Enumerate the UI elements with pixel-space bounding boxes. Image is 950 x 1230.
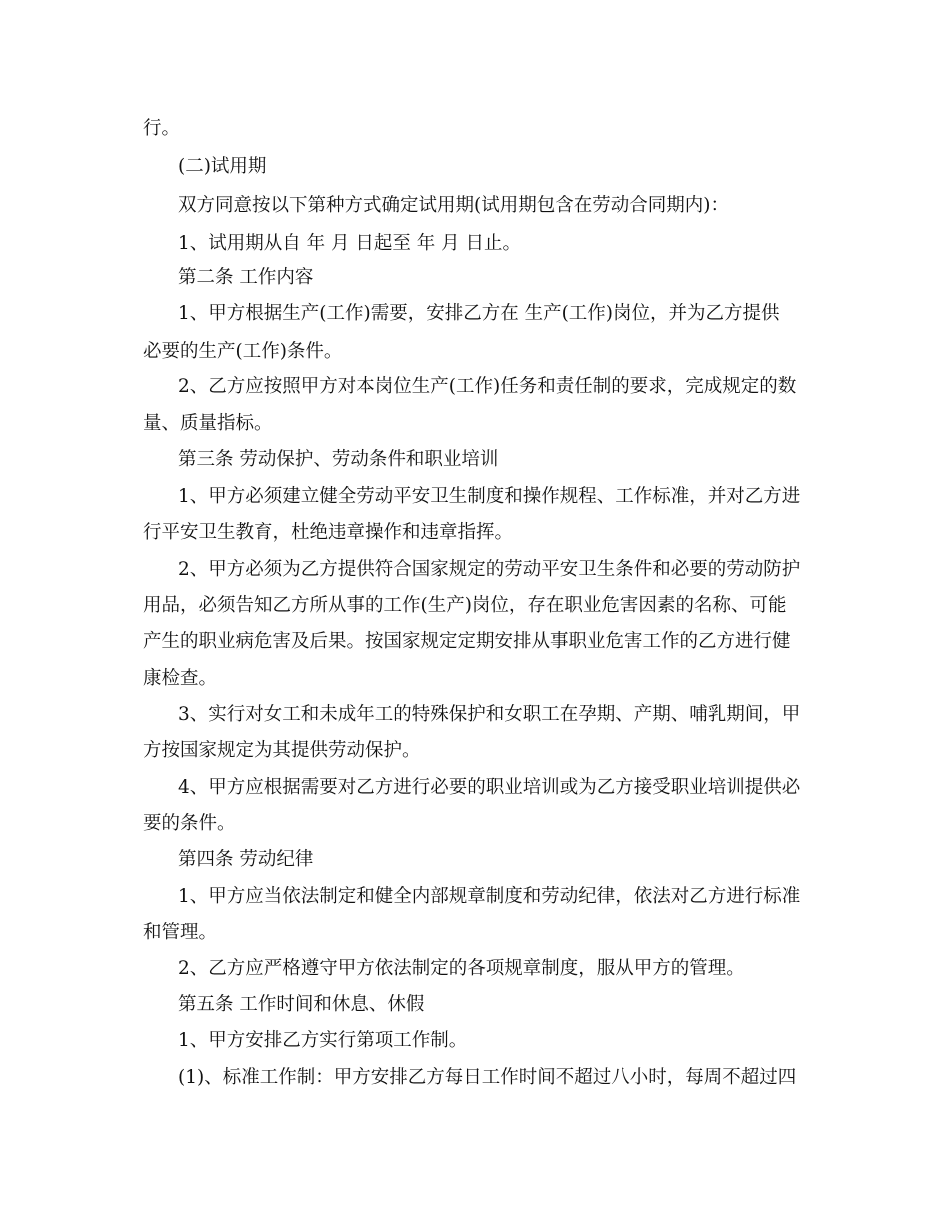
text-line: 1、甲方根据生产(工作)需要，安排乙方在 生产(工作)岗位，并为乙方提供	[178, 303, 780, 324]
text-line: 方按国家规定为其提供劳动保护。	[143, 740, 421, 761]
text-line: 量、质量指标。	[143, 413, 273, 434]
article-heading: 第五条 工作时间和休息、休假	[178, 994, 425, 1015]
text-line: 2、乙方应严格遵守甲方依法制定的各项规章制度，服从甲方的管理。	[178, 958, 745, 979]
article-heading: 第二条 工作内容	[178, 267, 314, 288]
text-line: 康检查。	[143, 668, 218, 689]
text-line: 1、试用期从自 年 月 日起至 年 月 日止。	[178, 233, 522, 254]
text-line: (1)、标准工作制：甲方安排乙方每日工作时间不超过八小时，每周不超过四	[178, 1067, 797, 1088]
text-line: 行平安卫生教育，杜绝违章操作和违章指挥。	[143, 522, 514, 543]
text-line: 1、甲方应当依法制定和健全内部规章制度和劳动纪律，依法对乙方进行标准	[178, 886, 801, 907]
text-line: 用品，必须告知乙方所从事的工作(生产)岗位，存在职业危害因素的名称、可能	[143, 595, 787, 616]
text-line: 3、实行对女工和未成年工的特殊保护和女职工在孕期、产期、哺乳期间，甲	[178, 704, 801, 725]
text-line: 1、甲方必须建立健全劳动平安卫生制度和操作规程、工作标准，并对乙方进	[178, 486, 801, 507]
text-line: 必要的生产(工作)条件。	[143, 341, 343, 362]
text-line: 要的条件。	[143, 813, 236, 834]
text-line: 双方同意按以下第种方式确定试用期(试用期包含在劳动合同期内)：	[178, 195, 729, 216]
section-heading: (二)试用期	[178, 156, 267, 177]
text-line: 2、乙方应按照甲方对本岗位生产(工作)任务和责任制的要求，完成规定的数	[178, 376, 797, 397]
text-line: 行。	[143, 118, 181, 139]
article-heading: 第三条 劳动保护、劳动条件和职业培训	[178, 449, 499, 470]
text-line: 产生的职业病危害及后果。按国家规定定期安排从事职业危害工作的乙方进行健	[143, 631, 791, 652]
text-line: 4、甲方应根据需要对乙方进行必要的职业培训或为乙方接受职业培训提供必	[178, 777, 801, 798]
text-line: 和管理。	[143, 922, 218, 943]
text-line: 2、甲方必须为乙方提供符合国家规定的劳动平安卫生条件和必要的劳动防护	[178, 559, 801, 580]
article-heading: 第四条 劳动纪律	[178, 849, 314, 870]
text-line: 1、甲方安排乙方实行第项工作制。	[178, 1030, 468, 1051]
